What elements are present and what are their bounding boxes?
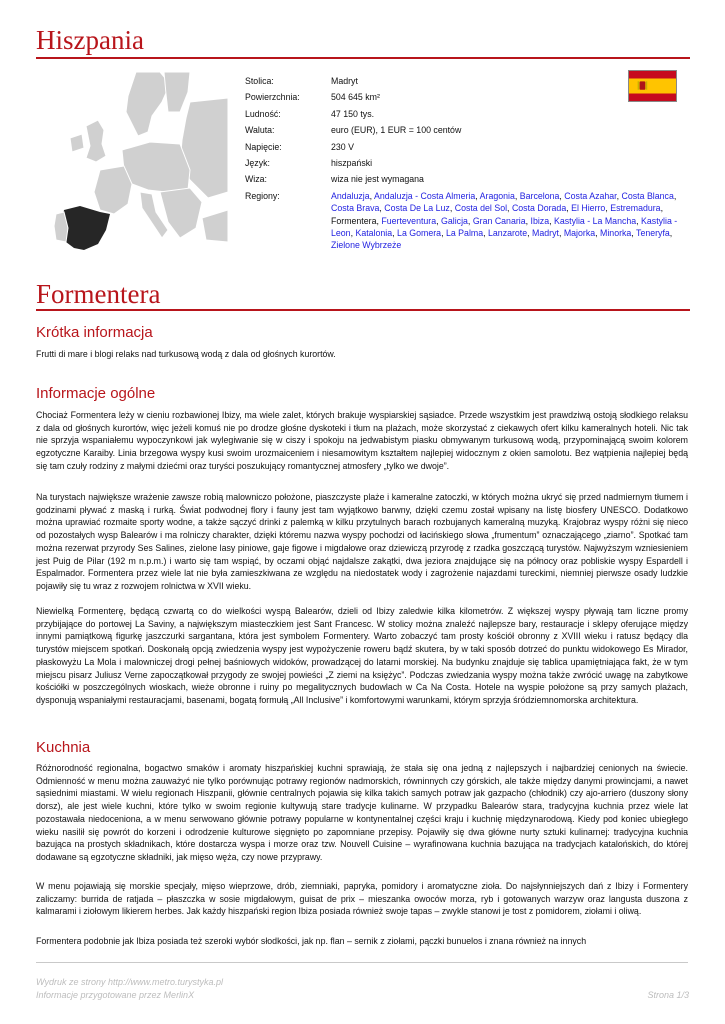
region-link[interactable]: Costa Blanca xyxy=(621,190,674,201)
footer-page-number: Strona 1/3 xyxy=(647,990,689,1000)
regions-label: Regiony: xyxy=(245,190,280,201)
regions-list: Andaluzja, Andaluzja - Costa Almeria, Aragonia, Barcelona, Costa Azahar, Costa Blanca, Costa Brava, Costa De La Luz, Costa del Sol, Costa Dorada, El Hierro, Estremadura, Formentera, Fuerteventura, Galicja, Gran Canaria, Ibiza, Kastylia - La Mancha, Kastylia - Leon, Katalonia, La Gomera, La Palma, Lanzarote, Madryt, Majorka, Minorka, Teneryfa, Zielone Wybrzeże xyxy=(331,190,678,251)
region-link[interactable]: Katalonia xyxy=(355,228,393,239)
fact-value: 47 150 tys. xyxy=(331,108,375,119)
fact-value: wiza nie jest wymagana xyxy=(331,174,424,185)
footer-prepared: Informacje przygotowane przez MerlinX xyxy=(36,990,195,1000)
fact-label: Waluta: xyxy=(245,125,275,136)
fact-value: Madryt xyxy=(331,76,358,86)
region-link[interactable]: Minorka xyxy=(600,228,632,239)
fact-row xyxy=(245,155,695,171)
region-link[interactable]: Kastylia - La Mancha xyxy=(554,215,637,226)
general-info-paragraph: Niewielką Formenterę, będącą czwartą co do wielkości wyspą Balearów, dzieli od Ibizy zaledwie kilka kilometrów. Z większej wyspy pływają tam liczne promy przybijające do portowej La Saviny, a największym miasteczkiem jest Sant Francesc. W stolicy można znaleźć najlepsze bary, restauracje i sklepy oferujące między innymi pamiątkową figurkę jaszczurki sargantana, która jest symbolem Formentery. Warto zobaczyć tam prosty kościół obronny z XVIII wieku i ratusz będący dla turystów miejscem spotkań. Doskonałą opcją zwiedzenia wyspy jest wypożyczenie roweru bądź skutera, by w taki sposób dotrzeć do punktu widokowego Es Mirador, płaskowyżu La Mola i malowniczej drogi pełnej baśniowych widoków, prowadzącej do latarni morskiej. Na budynku znajduje się tablica upamiętniająca fakt, że w tym miejscu pisarz Juliusz Verne zapoczątkował przygody ze swojej powieści „Z ziemi na księżyc”. Podczas zwiedzania wyspy można także zwrócić uwagę na zabytkowe kościółki w poszczególnych wioskach, wieże obronne i ruiny po megalitycznych budowlach w Ca Na Costa. Hotele na wyspie położone są przy samych plażach, dysponują wspaniałymi restauracjami, basenami, bogatą formułą „All Inclusive” i komfortowymi warunkami, którym sprzyja śródziemnomorska architektura. xyxy=(36,606,688,705)
fact-label: Ludność: xyxy=(245,108,281,119)
fact-row xyxy=(245,139,695,155)
region-link[interactable]: La Palma xyxy=(445,228,484,239)
region-link[interactable]: Costa De La Luz xyxy=(384,203,450,214)
general-info-heading: Informacje ogólne xyxy=(36,385,156,402)
general-info-paragraph: Na turystach największe wrażenie zawsze robią malowniczo położone, piaszczyste plaże i kameralne zatoczki, w których można ukryć się przed nadmiernym tłumem i godzinami pływać z maską i rurką. Świat podwodnej flory i fauny jest tam wyjątkowo barwny, dzięki czemu został wpisany na listę biosfery UNESCO. Dodatkowo można uprawiać rozmaite sporty wodne, a także sączyć drinki z palemką w kilku przytulnych barach rozbujanych kameralną muzyką. Krajobraz wyspy różni się nieco od pozostałych wysp Balearów i ma rolniczy charakter, dzięki któremu nazwa wyspy pochodzi od łacińskiego słowa „frumentum” oznaczającego „ziarno”. Spotkać tam można rezerwat przyrody Ses Salines, zielone lasy piniowe, gaje figowe i migdałowe oraz dziewiczą przyrodę z rzadka goszczącą turystów. Najwyższym wzniesieniem jest Puig de Pilar (192 m n.p.m.) i warto się tam wspiąć, by oczami objąć najdalsze zakątki, dwa jeziora znajdujące się na północy oraz pobliskie wyspy Espardell i Espalmador. Formentera przez wiele lat nie była zamieszkiwana ze względu na niedostatek wody i zagrożenie najazdami tureckimi, niemniej pierwsze osady ludzkie pojawiły się tu wraz z rozwojem rolnictwa w XVII wieku. xyxy=(36,492,688,591)
country-title: Hiszpania xyxy=(36,25,144,55)
fact-label: Wiza: xyxy=(245,174,267,185)
region-link[interactable]: Gran Canaria xyxy=(472,215,526,226)
footer-divider xyxy=(36,962,688,963)
title-divider xyxy=(36,57,690,59)
fact-label: Napięcie: xyxy=(245,141,282,152)
region-link[interactable]: Andaluzja xyxy=(331,190,370,201)
spain-flag-icon xyxy=(628,70,677,102)
region-link[interactable]: Ibiza xyxy=(530,215,550,226)
fact-row xyxy=(245,106,695,122)
fact-value: 504 645 km² xyxy=(331,92,380,103)
cuisine-heading: Kuchnia xyxy=(36,739,91,756)
regions-row xyxy=(245,188,695,252)
region-link[interactable]: La Gomera xyxy=(397,228,442,239)
fact-value: hiszpański xyxy=(331,158,373,169)
region-link[interactable]: Fuerteventura xyxy=(381,215,437,226)
region-link[interactable]: Galicja xyxy=(441,215,468,226)
region-link[interactable]: Madryt xyxy=(532,228,559,239)
region-link[interactable]: El Hierro xyxy=(571,203,606,214)
region-link[interactable]: Barcelona xyxy=(519,190,560,201)
region-link[interactable]: Costa Dorada xyxy=(511,203,567,214)
footer-source: Wydruk ze strony http://www.metro.turystyka.pl xyxy=(36,977,224,987)
general-info-paragraph: Chociaż Formentera leży w cieniu rozbawionej Ibizy, ma wiele zalet, których brakuje wyspiarskiej sąsiadce. Przede wszystkim jest prawdziwą ostoją słodkiego relaksu z dala od głośnych kurortów, więc jeżeli komuś nie po drodze głośne dyskoteki i tłum na plażach, może skorzystać z ciekawych ofert kilku kameralnych hoteli. Nic tak nie sprzyja wspaniałemu wypoczynkowi jak wylegiwanie się w ciszy i spokoju na jedwabistym piasku obmywanym turkusową wodą, przypominającą swoim kolorem egzotyczne Karaiby. Linia brzegowa wyspy kusi swoim urozmaiceniem i niesamowitym kształtem najlepiej widocznym z okien samolotu. Bez wątpienia najlepiej będą się tam czuły rodziny z małymi dziećmi oraz turyści poszukujący romantycznej atmosfery „tylko we dwoje”. xyxy=(36,410,688,471)
region-link[interactable]: Costa del Sol xyxy=(454,203,508,214)
region-text: Formentera xyxy=(331,215,377,226)
europe-locator-map xyxy=(40,72,228,262)
region-link[interactable]: Costa Azahar xyxy=(564,190,617,201)
region-link[interactable]: Lanzarote xyxy=(488,228,528,239)
cuisine-paragraph: Formentera podobnie jak Ibiza posiada też szeroki wybór słodkości, jak np. flan – sernik z ziołami, pączki bunuelos i znana również na innych xyxy=(36,936,587,946)
fact-value: 230 V xyxy=(331,141,354,152)
fact-row xyxy=(245,171,695,187)
fact-label: Stolica: xyxy=(245,76,274,86)
cuisine-paragraph: Różnorodność regionalna, bogactwo smaków i aromaty hiszpańskiej kuchni sprawiają, że stała się ona jedną z najlepszych i najbardziej cenionych na świecie. Odmienność w menu można zauważyć nie tylko porównując potrawy regionów nadmorskich, równinnych czy górskich, ale także między danymi prowincjami, a nawet sąsiednimi miastami. W wielu regionach Hiszpanii, głównie centralnych pojawia się kilka takich samych potraw jak gazpacho (chłodnik) czy ajo-arriero (duszony słony dorsz), ale jest wiele kuchni, które tylko w swoim regionie kultywują stare tradycje kulinarne. W przypadku Balearów stara, tradycyjna kuchnia przez wiele lat pozostawała niedoceniona, a w menu serwowano głównie potrawy popularne w kontynentalnej części kraju i kuchnię międzynarodową. Kiedy pod koniec ubiegłego wieku nasilił się powrót do korzeni i odrodzenie kulturowe sięgnięto po zapomniane przepisy. Pojawiły się dwa główne nurty sztuki kulinarnej: tradycyjna kuchnia bazująca na prostych składnikach, które dostarcza wyspa i morze oraz tzw. Nouvell Cuisine – wyrafinowana kuchnia bazująca na tradycjach katalońskich, do której dodawane są egzotyczne składniki, jak mięso węża, czy nowe przyprawy. xyxy=(36,763,688,862)
short-info-text: Frutti di mare i blogi relaks nad turkusową wodą z dala od głośnych kurortów. xyxy=(36,349,336,359)
short-info-heading: Krótka informacja xyxy=(36,324,153,341)
region-link[interactable]: Costa Brava xyxy=(331,203,380,214)
region-link[interactable]: Estremadura xyxy=(610,203,661,214)
region-link[interactable]: Majorka xyxy=(563,228,596,239)
cuisine-paragraph: W menu pojawiają się morskie specjały, mięso wieprzowe, drób, ziemniaki, papryka, pomidory i aromatyczne zioła. Do najsłynniejszych dań z Ibizy i Formentery zaliczamy: burrida de ratjada – płaszczka w sosie migdałowym, guisat de prix – mieszanka owoców morza, ryb i gotowanych warzyw oraz langusta duszona z kalmarami i ziołowym likierem herbes. Jak każdy hiszpański region Ibiza posiada również swoje tapas – zwykle stanowi je tost z pomidorem, ziołami i oliwą. xyxy=(36,881,688,917)
region-link[interactable]: Kastylia - Leon xyxy=(331,215,678,239)
fact-row xyxy=(245,122,695,138)
region-title: Formentera xyxy=(36,279,161,309)
fact-label: Język: xyxy=(245,158,270,169)
region-link[interactable]: Teneryfa xyxy=(636,228,670,239)
region-divider xyxy=(36,309,690,311)
region-link[interactable]: Zielone Wybrzeże xyxy=(331,240,402,251)
fact-label: Powierzchnia: xyxy=(245,92,300,103)
region-link[interactable]: Aragonia xyxy=(479,190,515,201)
fact-value: euro (EUR), 1 EUR = 100 centów xyxy=(331,125,462,136)
region-link[interactable]: Andaluzja - Costa Almeria xyxy=(374,190,476,201)
